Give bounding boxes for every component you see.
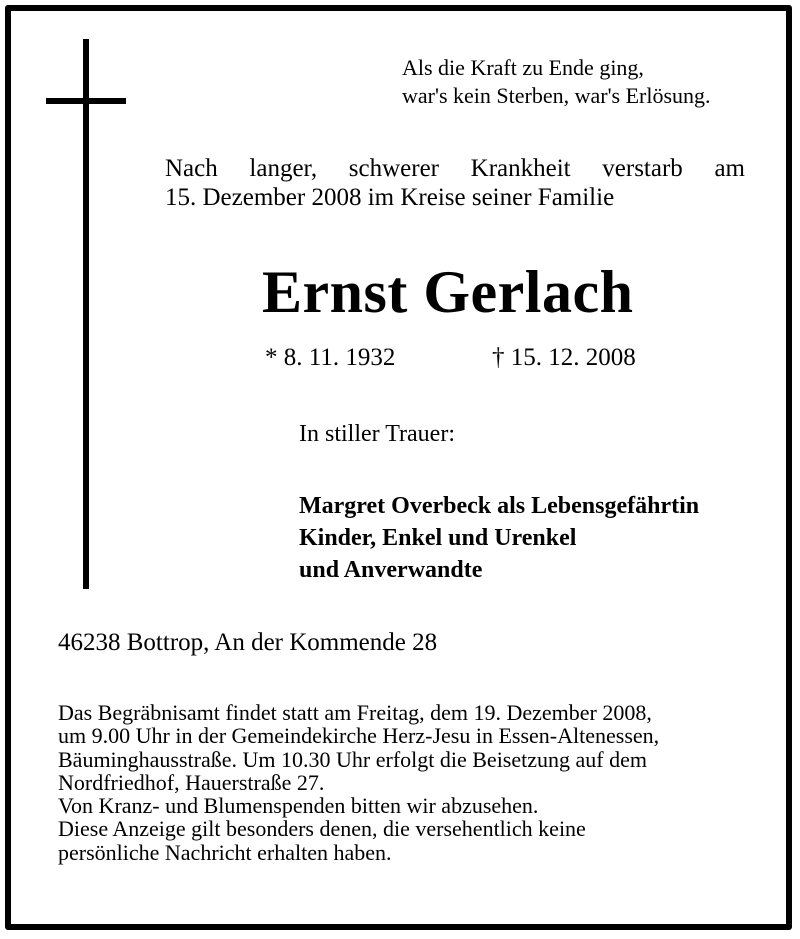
cross-icon <box>83 39 89 589</box>
funeral-details <box>58 701 758 864</box>
mourning-label: In stiller Trauer: <box>299 421 455 447</box>
motto-line: Als die Kraft zu Ende ging, <box>402 55 644 80</box>
address: 46238 Bottrop, An der Kommende 28 <box>58 629 438 656</box>
details-line: Das Begräbnisamt findet statt am Freitag, dem 19. Dezember 2008, <box>58 700 652 725</box>
details-line: um 9.00 Uhr in der Gemeindekirche Herz-Jesu in Essen-Altenessen, <box>58 723 660 749</box>
deceased-name: Ernst Gerlach <box>262 259 634 325</box>
mourner-line: Kinder, Enkel und Urenkel <box>299 525 577 551</box>
intro-text <box>165 154 745 212</box>
mourner-line: Margret Overbeck als Lebensgefährtin <box>299 493 700 519</box>
intro-line: 15. Dezember 2008 im Kreise seiner Familie <box>165 184 615 211</box>
details-line: Von Kranz- und Blumenspenden bitten wir abzusehen. <box>58 793 539 819</box>
birth-date: * 8. 11. 1932 <box>265 344 396 371</box>
intro-line: Nach langer, schwerer Krankheit verstarb am <box>165 155 745 182</box>
details-line: persönliche Nachricht erhalten haben. <box>58 839 392 865</box>
details-line: Bäuminghausstraße. Um 10.30 Uhr erfolgt die Beisetzung auf dem <box>58 746 647 772</box>
death-date: † 15. 12. 2008 <box>492 344 636 371</box>
cross-icon-bar <box>46 98 126 104</box>
motto-line: war's kein Sterben, war's Erlösung. <box>402 83 711 108</box>
mourners-list <box>299 490 699 586</box>
details-line: Nordfriedhof, Hauerstraße 27. <box>58 769 325 795</box>
details-line: Diese Anzeige gilt besonders denen, die versehentlich keine <box>58 816 586 842</box>
mourner-line: und Anverwandte <box>299 557 483 583</box>
motto <box>402 54 711 110</box>
